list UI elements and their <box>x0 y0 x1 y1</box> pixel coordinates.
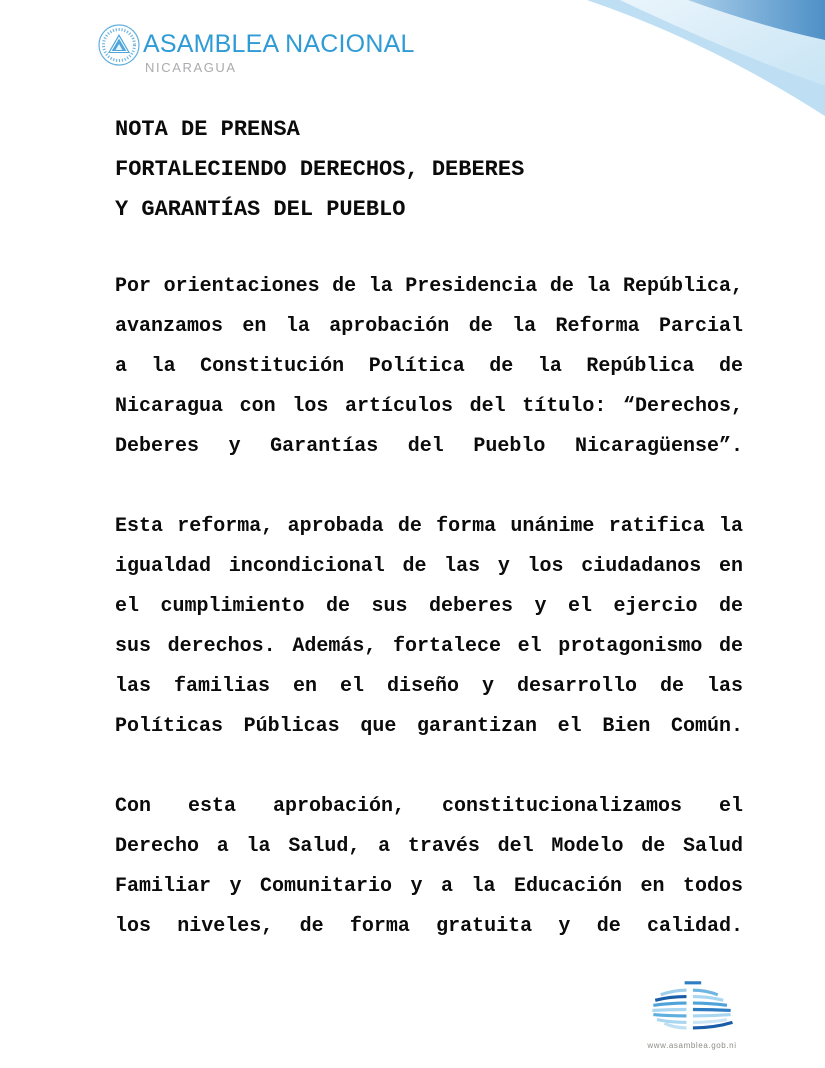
paragraph <box>115 507 743 747</box>
national-seal-icon <box>98 24 140 66</box>
text-line: avanzamos en la aprobación de la Reforma Parcial <box>115 315 743 338</box>
assembly-globe-logo-icon <box>646 980 738 1039</box>
document-body <box>115 110 743 987</box>
title-line: NOTA DE PRENSA <box>115 117 300 142</box>
text-line: las familias en el diseño y desarrollo de las <box>115 675 743 698</box>
text-line: Nicaragua con los artículos del título: “Derechos, <box>115 395 743 418</box>
text-line: Por orientaciones de la Presidencia de la República, <box>115 275 743 298</box>
text-line: Deberes y Garantías del Pueblo Nicaragüense”. <box>115 435 743 458</box>
text-line: sus derechos. Además, fortalece el protagonismo de <box>115 635 743 658</box>
website-url: www.asamblea.gob.ni <box>647 1041 737 1050</box>
text-line: Con esta aprobación, constitucionalizamos el <box>115 795 743 818</box>
paragraph <box>115 787 743 947</box>
text-line: Derecho a la Salud, a través del Modelo de Salud <box>115 835 743 858</box>
text-line: el cumplimiento de sus deberes y el ejercio de <box>115 595 743 618</box>
paragraph <box>115 267 743 467</box>
press-note-title <box>115 110 743 230</box>
title-line: FORTALECIENDO DERECHOS, DEBERES <box>115 157 525 182</box>
brand-subtitle: NICARAGUA <box>145 60 237 75</box>
text-line: igualdad incondicional de las y los ciudadanos en <box>115 555 743 578</box>
title-line: Y GARANTÍAS DEL PUEBLO <box>115 197 406 222</box>
text-line: los niveles, de forma gratuita y de calidad. <box>115 915 743 938</box>
text-line: Políticas Públicas que garantizan el Bien Común. <box>115 715 743 738</box>
text-line: Familiar y Comunitario y a la Educación en todos <box>115 875 743 898</box>
text-line: a la Constitución Política de la República de <box>115 355 743 378</box>
brand-title: ASAMBLEA NACIONAL <box>143 30 415 58</box>
text-line: Esta reforma, aprobada de forma unánime ratifica la <box>115 515 743 538</box>
